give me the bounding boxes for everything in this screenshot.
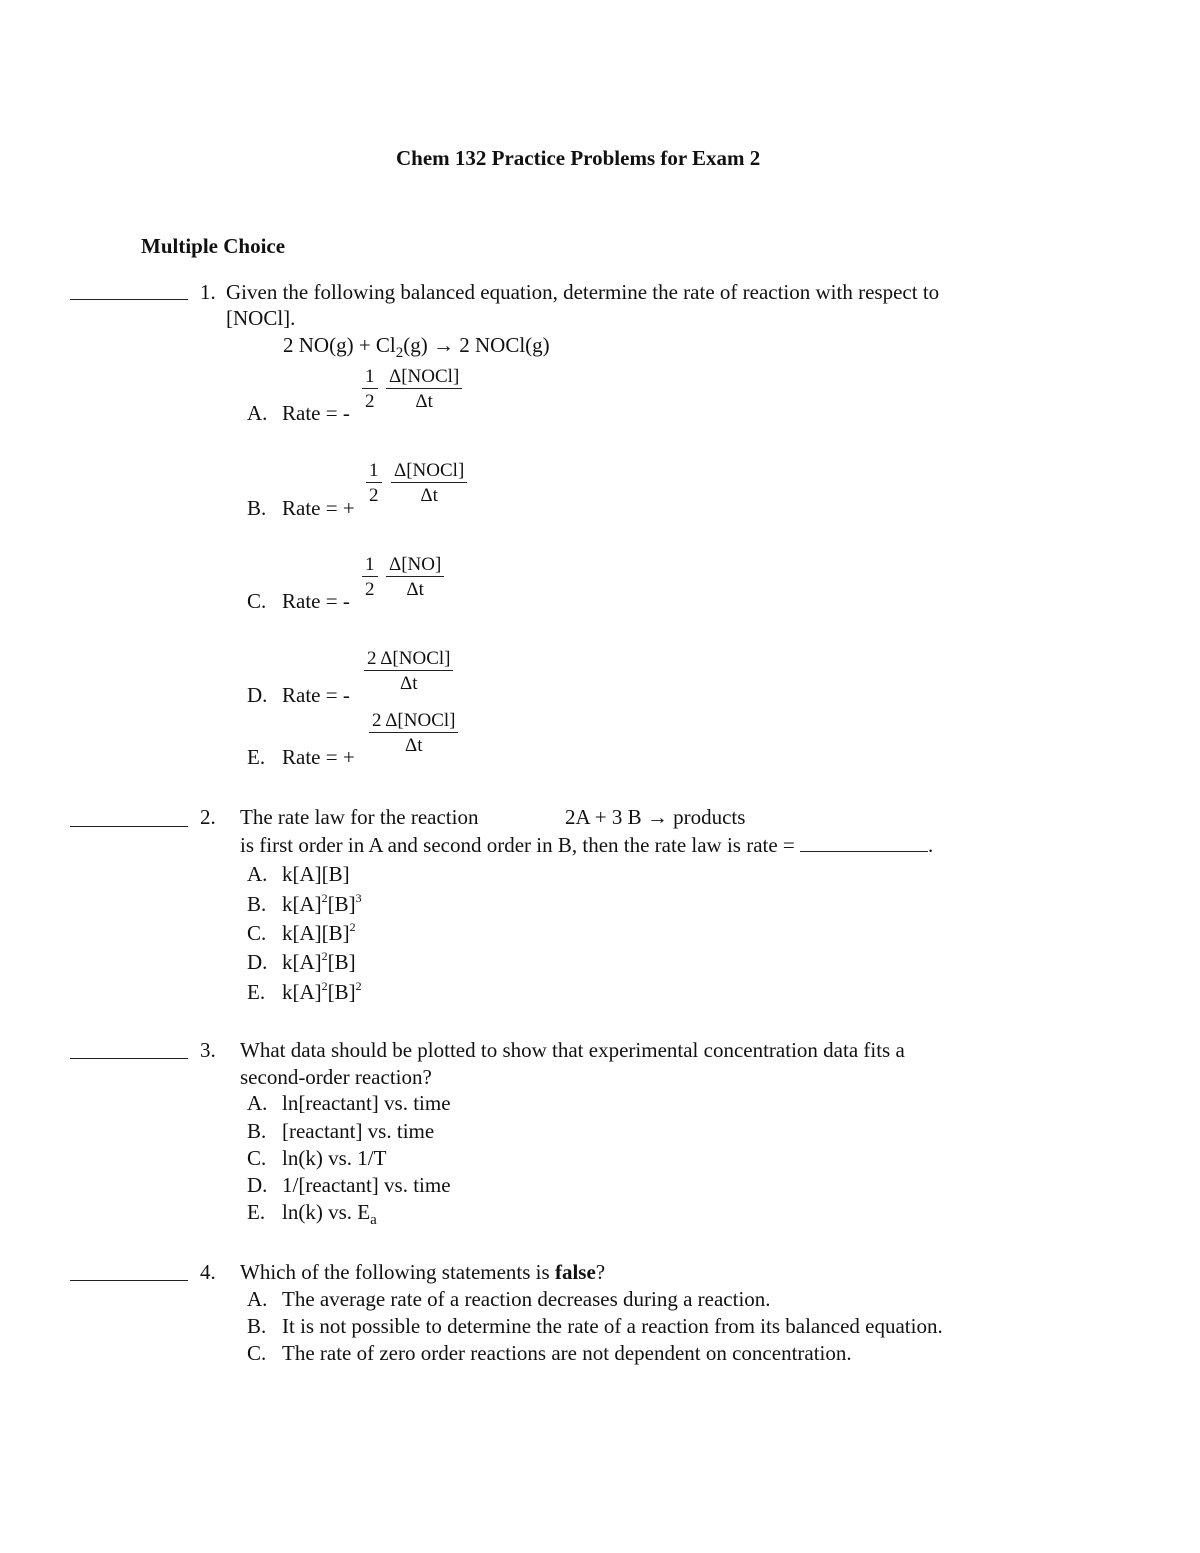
option-text: ln[reactant] vs. time	[282, 1091, 451, 1115]
option-text: Rate = -	[282, 683, 350, 707]
question-number: 1.	[200, 280, 216, 304]
option-text: ln(k) vs. $E_a$	[282, 1200, 377, 1228]
question-text: [NOCl].	[226, 306, 296, 330]
question-text: second-order reaction?	[240, 1065, 432, 1089]
rate-fraction: Δ[NOCl] Δt	[386, 367, 462, 411]
rate-fraction: $\frac{\Delta[NO]}{\Delta t}$	[386, 555, 444, 599]
option-letter: A.	[247, 1091, 268, 1115]
option-text: 1/[reactant] vs. time	[282, 1173, 451, 1197]
option-text: $k[A][B]^2$	[282, 920, 356, 945]
reaction-equation: 2A + 3 B → products	[565, 805, 746, 829]
option-letter: B.	[247, 1119, 267, 1143]
rate-fraction: Δ[NOCl] Δt	[391, 461, 467, 505]
option-text: Rate = -	[282, 589, 350, 613]
option-text: Rate = -	[282, 401, 350, 425]
option-text: It is not possible to determine the rate of a reaction from its balanced equation.	[282, 1314, 943, 1338]
option-letter: E.	[247, 980, 266, 1004]
option-letter: C.	[247, 1146, 267, 1170]
option-letter: A.	[247, 401, 268, 425]
option-letter: A.	[247, 862, 268, 886]
option-text: $k[A]^2[B]^2$	[282, 979, 362, 1004]
option-letter: E.	[247, 1200, 266, 1224]
question-number: 4.	[200, 1260, 216, 1284]
rate-fraction: 2 Δ[NOCl] Δt	[369, 711, 458, 755]
option-text: Rate = +	[282, 745, 355, 769]
coefficient-fraction: $\frac{1}{2}$	[362, 367, 378, 411]
option-text: The average rate of a reaction decreases during a reaction.	[282, 1287, 771, 1311]
question-text: Which of the following statements is false?	[240, 1260, 606, 1284]
answer-blank-q4[interactable]	[70, 1280, 188, 1281]
option-text: The rate of zero order reactions are not dependent on concentration.	[282, 1341, 852, 1365]
option-text: Rate = +	[282, 496, 355, 520]
option-text: $k[A]^2[B]^3$	[282, 891, 362, 916]
option-letter: B.	[247, 892, 267, 916]
page-title: Chem 132 Practice Problems for Exam 2	[396, 146, 761, 170]
question-number: 2.	[200, 805, 216, 829]
option-letter: A.	[247, 1287, 268, 1311]
option-text: [reactant] vs. time	[282, 1119, 435, 1143]
answer-blank-q2[interactable]	[70, 826, 188, 827]
option-text: k[A][B]	[282, 862, 350, 886]
section-heading: Multiple Choice	[141, 234, 286, 258]
option-letter: D.	[247, 683, 268, 707]
question-text: The rate law for the reaction	[240, 805, 479, 829]
option-letter: D.	[247, 950, 268, 974]
option-letter: C.	[247, 589, 267, 613]
option-letter: E.	[247, 745, 266, 769]
question-number: 3.	[200, 1038, 216, 1062]
option-text: ln(k) vs. 1/T	[282, 1146, 387, 1170]
coefficient-fraction: $\frac{1}{2}$	[362, 555, 378, 599]
option-letter: B.	[247, 496, 267, 520]
option-letter: C.	[247, 921, 267, 945]
option-text: $k[A]^2[B]$	[282, 949, 356, 974]
rate-fraction: 2 Δ[NOCl] Δt	[364, 649, 453, 693]
answer-blank-q1[interactable]	[70, 299, 188, 300]
coefficient-fraction: $\frac{1}{2}$	[366, 461, 382, 505]
fill-in-blank	[800, 837, 928, 852]
option-letter: C.	[247, 1341, 267, 1365]
balanced-equation: 2 $NO(g) + Cl_2(g) \to 2$ NOCl(g)	[283, 333, 550, 361]
option-letter: B.	[247, 1314, 267, 1338]
question-text: What data should be plotted to show that experimental concentration data fits a	[240, 1038, 905, 1062]
question-text: is first order in A and second order in B, then the rate law is rate = .	[240, 833, 934, 857]
option-letter: D.	[247, 1173, 268, 1197]
answer-blank-q3[interactable]	[70, 1058, 188, 1059]
question-text: Given the following balanced equation, determine the rate of reaction with respect to	[226, 280, 940, 304]
